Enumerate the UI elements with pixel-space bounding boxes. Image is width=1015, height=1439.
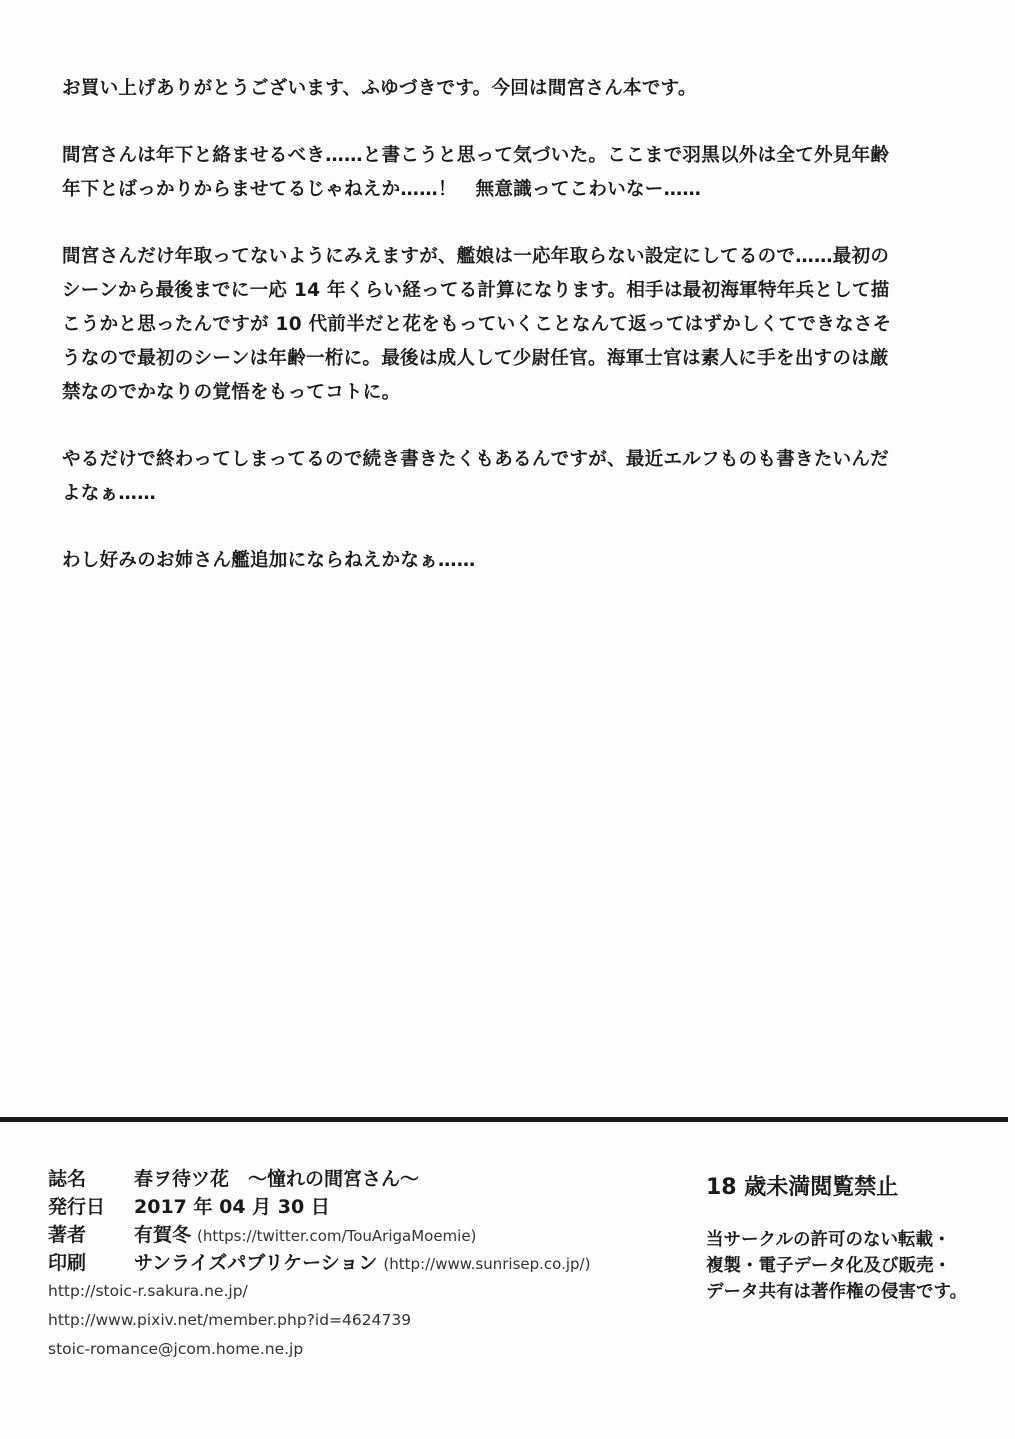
paragraph-4 [62,443,962,511]
pixiv-link[interactable]: http://www.pixiv.net/member.php?id=4624739 [48,1311,412,1329]
afterword [62,72,962,611]
notice-line: データ共有は著作権の侵害です。 [706,1282,968,1302]
divider [0,1117,1008,1122]
author-label: 著者 [48,1224,87,1246]
website-link[interactable]: http://stoic-r.sakura.ne.jp/ [48,1282,248,1300]
text-line: シーンから最後までに一応 14 年くらい経ってる計算になります。相手は最初海軍特年兵として描 [62,280,890,301]
printer-url[interactable]: (http://www.sunrisep.co.jp/) [383,1255,591,1273]
text-line: 間宮さんは年下と絡ませるべき……と書こうと思って気づいた。ここまで羽黒以外は全て外見年齢 [62,145,890,166]
paragraph-5 [62,544,962,578]
text-line: こうかと思ったんですが 10 代前半だと花をもっていくことなんて返ってはずかしくてできなさそ [62,314,892,335]
colophon [48,1165,590,1364]
colophon-author-row [48,1221,590,1249]
text-line: 年下とばっかりからませてるじゃねえか……！ 無意識ってこわいなー…… [62,179,702,200]
book-title: 春ヲ待ツ花 ～憧れの間宮さん～ [134,1168,420,1190]
text-line: 禁なのでかなりの覚悟をもってコトに。 [62,382,401,403]
paragraph-1 [62,72,962,106]
text-line: よなぁ…… [62,483,157,504]
publish-date: 2017 年 04 月 30 日 [134,1196,330,1218]
author-url[interactable]: (https://twitter.com/TouArigaMoemie) [197,1227,477,1245]
age-restriction-title: 18 歳未満閲覧禁止 [706,1175,899,1200]
colophon-title-row [48,1165,590,1193]
text-line: 間宮さんだけ年取ってないようにみえますが、艦娘は一応年取らない設定にしてるので……最初の [62,246,890,267]
age-warning [706,1170,967,1305]
title-label: 誌名 [48,1168,87,1190]
text-line: わし好みのお姉さん艦追加にならねえかなぁ…… [62,550,476,571]
email-link[interactable]: stoic-romance@jcom.home.ne.jp [48,1340,304,1358]
printer-label: 印刷 [48,1252,87,1274]
colophon-date-row [48,1193,590,1221]
text-line: お買い上げありがとうございます、ふゆづきです。今回は間宮さん本です。 [62,78,697,99]
paragraph-3 [62,240,962,410]
author-name: 有賀冬 [134,1224,192,1246]
text-line: やるだけで終わってしまってるので続き書きたくもあるんですが、最近エルフものも書きたいんだ [62,449,890,470]
date-label: 発行日 [48,1196,106,1218]
notice-line: 当サークルの許可のない転載・ [706,1230,951,1250]
paragraph-2 [62,139,962,207]
copyright-notice [706,1227,967,1305]
printer-name: サンライズパブリケーション [134,1252,378,1274]
colophon-printer-row [48,1249,590,1277]
notice-line: 複製・電子データ化及び販売・ [706,1256,951,1276]
text-line: うなので最初のシーンは年齢一桁に。最後は成人して少尉任官。海軍士官は素人に手を出すのは厳 [62,348,889,369]
